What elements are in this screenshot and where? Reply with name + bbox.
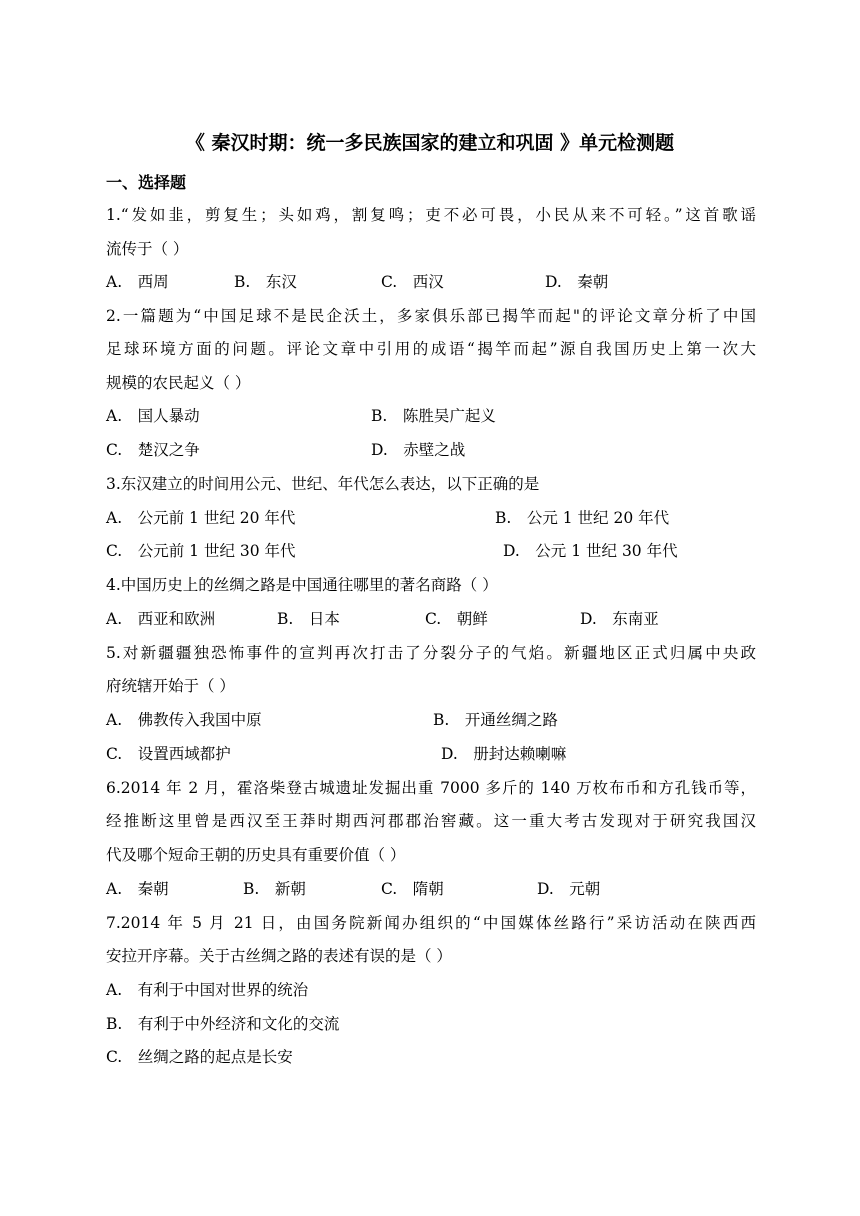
question-5-line-1: 5.对新疆疆独恐怖事件的宣判再次打击了分裂分子的气焰。新疆地区正式归属中央政 (106, 644, 756, 662)
question-2-option-b: B. 陈胜吴广起义 (371, 407, 496, 425)
question-4-option-d: D. 东南亚 (580, 610, 659, 628)
question-3-option-b: B. 公元 1 世纪 20 年代 (495, 509, 670, 527)
question-2-line-1: 2.一篇题为“中国足球不是民企沃土，多家俱乐部已揭竿而起"的评论文章分析了中国 (106, 307, 756, 325)
question-1-option-b: B. 东汉 (234, 273, 297, 291)
question-1-option-a: A. 西周 (106, 273, 169, 291)
question-6-option-d: D. 元朝 (537, 880, 601, 898)
question-3-option-c: C. 公元前 1 世纪 30 年代 (106, 542, 296, 560)
question-6-line-3: 代及哪个短命王朝的历史具有重要价值（ ） (106, 846, 406, 864)
question-4-option-c: C. 朝鲜 (425, 610, 488, 628)
question-4-line-1: 4.中国历史上的丝绸之路是中国通往哪里的著名商路（ ） (106, 576, 498, 594)
question-5-option-a: A. 佛教传入我国中原 (106, 711, 262, 729)
section-heading: 一、选择题 (106, 173, 187, 192)
question-1-line-1: 1.“发如韭，剪复生；头如鸡，割复鸣；吏不必可畏，小民从来不可轻。”这首歌谣 (106, 206, 756, 224)
question-5-line-2: 府统辖开始于（ ） (106, 677, 235, 695)
question-3-option-a: A. 公元前 1 世纪 20 年代 (106, 509, 296, 527)
question-7-option-c: C. 丝绸之路的起点是长安 (106, 1048, 293, 1066)
question-7-option-b: B. 有利于中外经济和文化的交流 (106, 1015, 340, 1033)
question-2-line-3: 规模的农民起义（ ） (106, 374, 251, 392)
question-1-option-d: D. 秦朝 (545, 273, 609, 291)
question-5-option-c: C. 设置西域都护 (106, 745, 231, 763)
question-7-line-1: 7.2014 年 5 月 21 日，由国务院新闻办组织的“中国媒体丝路行”采访活动在陕西西 (106, 914, 756, 932)
question-2-option-a: A. 国人暴动 (106, 407, 200, 425)
question-1-line-2: 流传于（ ） (106, 240, 189, 258)
question-7-line-2: 安拉开序幕。关于古丝绸之路的表述有误的是（ ） (106, 947, 452, 965)
question-6-line-2: 经推断这里曾是西汉至王莽时期西河郡郡治窖藏。这一重大考古发现对于研究我国汉 (106, 812, 756, 830)
question-6-option-b: B. 新朝 (243, 880, 306, 898)
question-4-option-a: A. 西亚和欧洲 (106, 610, 216, 628)
question-2-option-d: D. 赤壁之战 (371, 441, 466, 459)
question-4-option-b: B. 日本 (277, 610, 340, 628)
question-5-option-d: D. 册封达赖喇嘛 (441, 745, 567, 763)
question-3-option-d: D. 公元 1 世纪 30 年代 (503, 542, 678, 560)
question-7-option-a: A. 有利于中国对世界的统治 (106, 981, 309, 999)
question-2-line-2: 足球环境方面的问题。评论文章中引用的成语“揭竿而起”源自我国历史上第一次大 (106, 340, 756, 358)
question-2-option-c: C. 楚汉之争 (106, 441, 200, 459)
question-1-option-c: C. 西汉 (381, 273, 444, 291)
question-3-line-1: 3.东汉建立的时间用公元、世纪、年代怎么表达，以下正确的是 (106, 475, 540, 493)
question-5-option-b: B. 开通丝绸之路 (433, 711, 558, 729)
document-title: 《 秦汉时期：统一多民族国家的建立和巩固 》单元检测题 (185, 132, 675, 154)
question-6-line-1: 6.2014 年 2 月，霍洛柴登古城遗址发掘出重 7000 多斤的 140 万枚布币和方孔钱币等， (106, 779, 756, 797)
question-6-option-a: A. 秦朝 (106, 880, 169, 898)
question-6-option-c: C. 隋朝 (381, 880, 444, 898)
